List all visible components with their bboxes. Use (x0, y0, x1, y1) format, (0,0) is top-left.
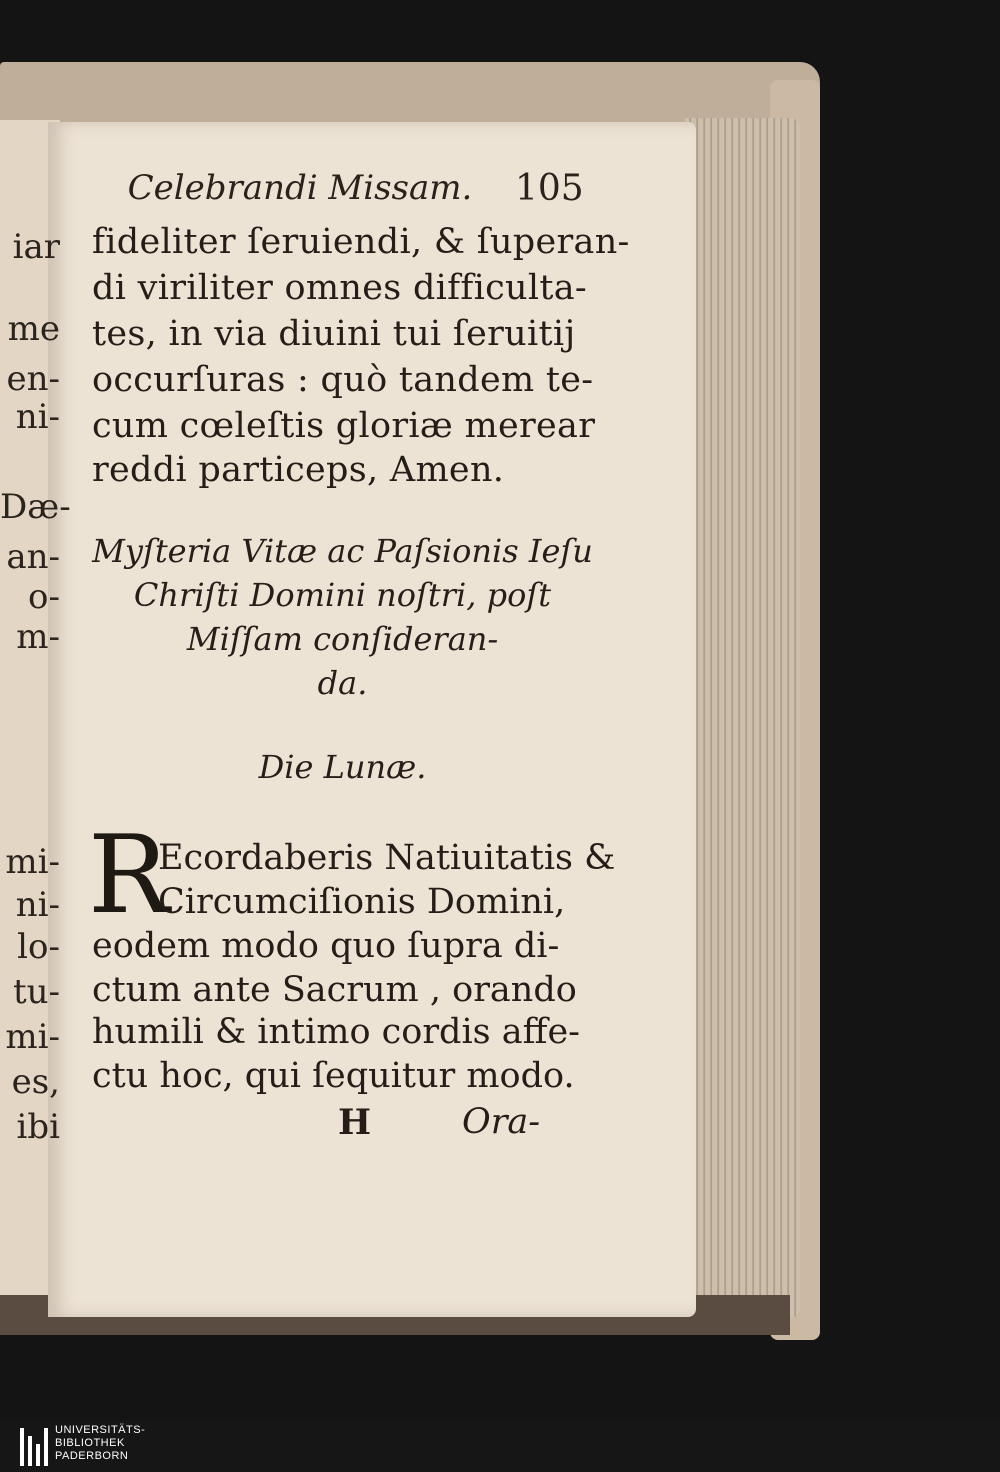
left-fragment: o- (28, 577, 60, 617)
page-number: 105 (515, 168, 584, 209)
library-logo-icon (20, 1428, 48, 1466)
footer-bar (0, 1420, 1000, 1472)
section-heading-line: da. (317, 664, 368, 702)
paragraph-line: ctu hoc, qui ſequitur modo. (92, 1056, 575, 1096)
library-logo-text (55, 1424, 145, 1463)
left-fragment: lo- (17, 927, 60, 967)
left-fragment: mi- (5, 842, 60, 882)
body-line: occurſuras : quò tandem te- (92, 360, 594, 400)
library-logo-line: PADERBORN (55, 1450, 129, 1462)
paragraph-line: humili & intimo cordis affe- (92, 1012, 581, 1052)
drop-capital: R (88, 813, 170, 938)
left-fragment: iar (12, 227, 60, 267)
body-line: reddi particeps, Amen. (92, 450, 505, 490)
section-heading-line: Myſteria Vitæ ac Paſsionis Ieſu (92, 532, 593, 570)
body-line: di viriliter omnes difficulta- (92, 268, 588, 308)
body-line: tes, in via diuini tui ſeruitij (92, 314, 576, 354)
section-heading-line: Miſſam conſideran- (186, 620, 499, 658)
left-fragment: ibi (16, 1107, 60, 1147)
book-binding-top (0, 62, 820, 126)
left-fragment: an- (6, 537, 60, 577)
body-line: fideliter ſeruiendi, & ſuperan- (92, 222, 630, 262)
running-header: Celebrandi Missam. (127, 168, 473, 208)
section-heading-line: Chriſti Domini noſtri, poſt (133, 576, 552, 614)
body-line: cum cœleſtis gloriæ merear (92, 406, 596, 446)
page-edges (685, 118, 800, 1318)
paragraph-line: Circumciſionis Domini, (158, 882, 566, 922)
left-fragment: Dæ- (0, 487, 71, 527)
library-logo-line: UNIVERSITÄTS- (55, 1424, 146, 1436)
left-fragment: m- (16, 617, 60, 657)
left-fragment: ni- (15, 885, 60, 925)
catchword: Ora- (462, 1102, 541, 1142)
left-fragment: mi- (5, 1017, 60, 1057)
paragraph-line: Ecordaberis Natiuitatis & (158, 838, 616, 878)
paragraph-line: ctum ante Sacrum , orando (92, 970, 577, 1010)
day-heading: Die Lunæ. (258, 748, 427, 786)
left-fragment: tu- (12, 972, 60, 1012)
library-logo-line: BIBLIOTHEK (55, 1437, 125, 1449)
left-fragment: me (7, 309, 60, 349)
left-fragment: ni- (15, 397, 60, 437)
paragraph-line: eodem modo quo ſupra di- (92, 926, 560, 966)
left-fragment: en- (6, 359, 60, 399)
left-fragment: es, (11, 1062, 60, 1102)
signature-mark: H (338, 1102, 372, 1143)
